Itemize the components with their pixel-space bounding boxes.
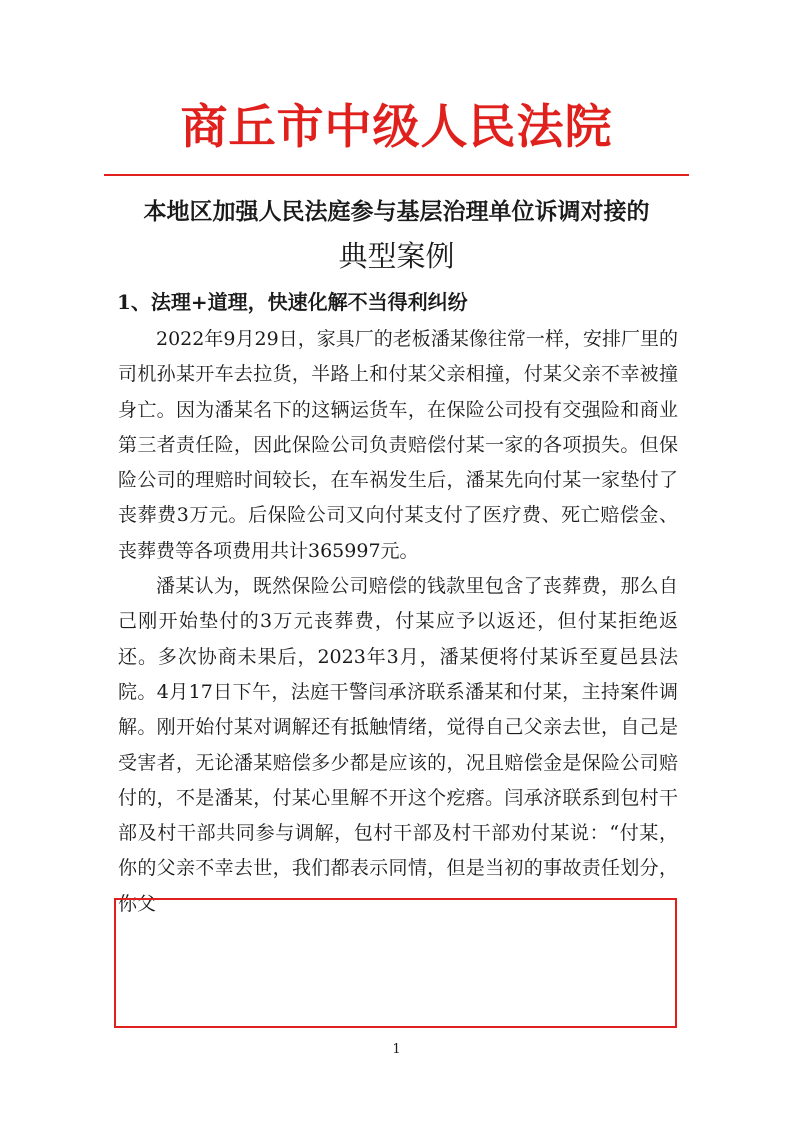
body-text — [118, 322, 678, 922]
document-title-line-2: 典型案例 — [338, 239, 455, 273]
page-number: 1 — [392, 1042, 401, 1057]
court-name-header: 商丘市中级人民法院 — [180, 100, 613, 155]
section-heading: 1、法理+道理，快速化解不当得利纠纷 — [117, 290, 468, 314]
header-divider — [104, 174, 689, 176]
document-title-line-1: 本地区加强人民法庭参与基层治理单位诉调对接的 — [143, 198, 650, 225]
paragraph-1: 2022年9月29日，家具厂的老板潘某像往常一样，安排厂里的司机孙某开车去拉货，半路上和付某父亲相撞，付某父亲不幸被撞身亡。因为潘某名下的这辆运货车，在保险公司投有交强险和商业第三者责任险，因此保险公司负责赔偿付某一家的各项损失。但保险公司的理赔时间较长，在车祸发生后，潘某先向付某一家垫付了丧葬费3万元。后保险公司又向付某支付了医疗费、死亡赔偿金、丧葬费等各项费用共计365997元。 — [118, 328, 678, 562]
paragraph-2: 潘某认为，既然保险公司赔偿的钱款里包含了丧葬费，那么自己刚开始垫付的3万元丧葬费，付某应予以返还，但付某拒绝返还。多次协商未果后，2023年3月，潘某便将付某诉至夏邑县法院。4月17日下午，法庭干警闫承济联系潘某和付某，主持案件调解。刚开始付某对调解还有抵触情绪，觉得自己父亲去世，自己是受害者，无论潘某赔偿多少都是应该的，况且赔偿金是保险公司赔付的，不是潘某，付某心里解不开这个疙瘩。闫承济联系到包村干部及村干部共同参与调解，包村干部及村干部劝付某说：“付某，你的父亲不幸去世，我们都表示同情，但是当初的事故责任划分，你父 — [118, 575, 678, 915]
